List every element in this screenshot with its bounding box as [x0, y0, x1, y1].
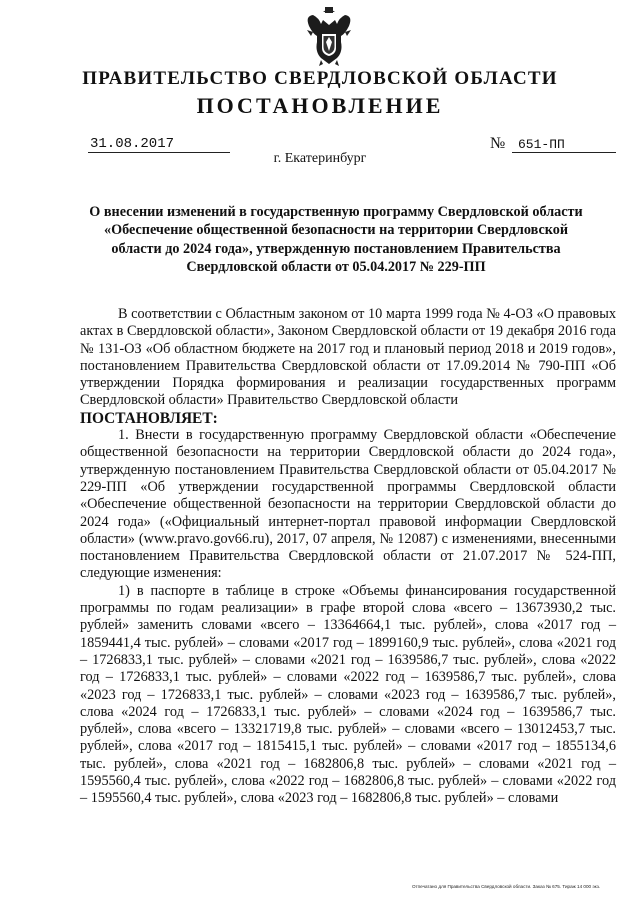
coat-of-arms-icon — [303, 6, 355, 68]
document-title: О внесении изменений в государственную программу Свердловской области «Обеспечение общественной безопасности на территории Свердловской области до 2024 года», утвержденную постановлением Правительства Свердловской области от 05.04.2017 № 229-ПП — [89, 204, 583, 276]
document-number: 651-ПП — [512, 137, 616, 153]
number-label: № — [490, 135, 506, 152]
city: г. Екатеринбург — [273, 151, 367, 166]
document-type: ПОСТАНОВЛЕНИЕ — [196, 93, 444, 118]
government-name: ПРАВИТЕЛЬСТВО СВЕРДЛОВСКОЙ ОБЛАСТИ — [82, 68, 558, 89]
decree-word: ПОСТАНОВЛЯЕТ: — [80, 409, 218, 427]
item-1-1-paragraph: 1) в паспорте в таблице в строке «Объемы финансирования государственной программы по годам реализации» в графе второй слова «всего – 13673930,2 тыс. рублей» заменить словами «всего – 13364664,1 тыс. рублей», слова «2017 год – 1859441,4 тыс. рублей» – словами «2017 год – 1899160,9 тыс. рублей», слова «2021 год – 1726833,1 тыс. рублей» – словами «2021 год – 1639586,7 тыс. рублей», слова «2022 год – 1726833,1 тыс. рублей» – словами «2022 год – 1639586,7 тыс. рублей», слова «2023 год – 1726833,1 тыс. рублей» – словами «2023 год – 1639586,7 тыс. рублей», слова «2024 год – 1726833,1 тыс. рублей» – словами «2024 год – 1639586,7 тыс. рублей», слова «всего – 13321719,8 тыс. рублей» – словами «всего – 13012453,7 тыс. рублей», слова «2017 год – 1815415,1 тыс. рублей» – словами «2017 год – 1855134,6 тыс. рублей», слова «2021 год – 1682806,8 тыс. рублей» – словами «2021 год – 1595560,4 тыс. рублей», слова «2022 год – 1682806,8 тыс. рублей» – словами «2022 год – 1595560,4 тыс. рублей», слова «2023 год – 1682806,8 тыс. рублей» – словами — [80, 582, 616, 807]
document-date: 31.08.2017 — [88, 136, 230, 153]
print-footer: Отпечатано для Правительства Свердловской области. Заказ № 675. Тираж 14 000 экз. — [412, 884, 601, 889]
preamble-paragraph: В соответствии с Областным законом от 10 марта 1999 года № 4-ОЗ «О правовых актах в Свердловской области», Законом Свердловской области от 19 декабря 2016 года № 131-ОЗ «Об областном бюджете на 2017 год и плановый период 2018 и 2019 годов», постановлением Правительства Свердловской области от 17.09.2014 № 790-ПП «Об утверждении Порядка формирования и реализации государственных программ Свердловской области» Правительство Свердловской области — [80, 306, 616, 409]
document-body — [80, 306, 616, 808]
item-1-paragraph: 1. Внести в государственную программу Свердловской области «Обеспечение общественной безопасности на территории Свердловской области до 2024 года», утвержденную постановлением Правительства Свердловской области от 05.04.2017 № 229-ПП «Об утверждении государственной программы Свердловской области «Обеспечение общественной безопасности на территории Свердловской области до 2024 года» («Официальный интернет-портал правовой информации Свердловской области» (www.pravo.gov66.ru), 2017, 07 апреля, № 12087) с изменениями, внесенными постановлением Правительства Свердловской области от 21.07.2017 № 524-ПП, следующие изменения: — [80, 427, 616, 582]
